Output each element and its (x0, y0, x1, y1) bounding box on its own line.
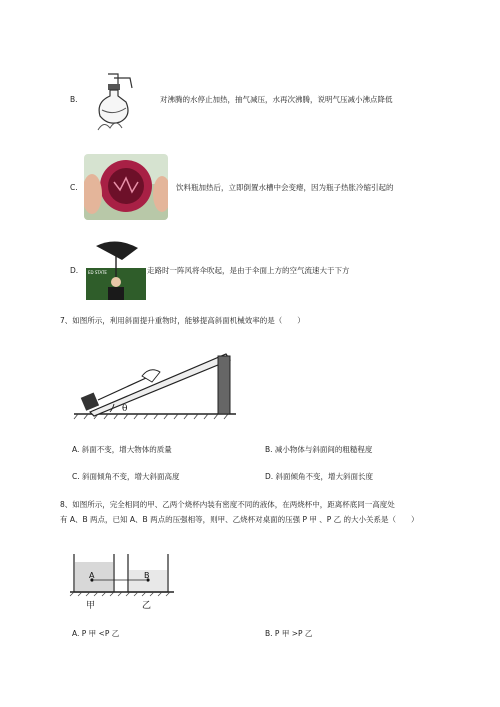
beakers-figure (68, 548, 178, 612)
option-b-text: 对沸腾的水停止加热，抽气减压，水再次沸腾，说明气压减小沸点降低 (160, 95, 393, 104)
q8-option-b: B. P 甲 >P 乙 (265, 629, 313, 638)
point-a-label: A (89, 571, 95, 580)
option-c-letter: C. (70, 183, 78, 192)
point-b-label: B (144, 571, 150, 580)
q7-stem: 7、如图所示，利用斜面提升重物时，能够提高斜面机械效率的是（ ） (60, 316, 305, 325)
option-d-letter: D. (70, 266, 79, 275)
q7-option-d: D. 斜面倾角不变，增大斜面长度 (265, 472, 374, 481)
cup-jia-label: 甲 (86, 601, 96, 611)
svg-text:ED STATE: ED STATE (88, 270, 107, 275)
q8-option-a: A. P 甲 <P 乙 (72, 629, 120, 638)
cup-yi-label: 乙 (142, 601, 152, 611)
q8-stem-line2: 有 A、B 两点，已知 A、B 两点的压强相等，则甲、乙烧杯对桌面的压强 P 甲 、P 乙 的大小关系是（ ） (60, 515, 419, 524)
q7-option-b: B. 减小物体与斜面间的粗糙程度 (265, 445, 373, 454)
q7-option-a: A. 斜面不变，增大物体的质量 (72, 445, 172, 454)
option-c-text: 饮料瓶加热后，立即倒置水槽中会变瘪，因为瓶子热胀冷缩引起的 (176, 183, 394, 192)
option-d-text: 走路时一阵风将伞吹起，是由于伞面上方的空气流速大于下方 (147, 266, 350, 275)
option-b-letter: B. (70, 95, 78, 104)
bottle-photo (84, 154, 168, 220)
incline-figure (70, 342, 240, 420)
umbrella-photo (86, 238, 146, 300)
flask-figure (90, 72, 152, 134)
q7-option-c: C. 斜面倾角不变，增大斜面高度 (72, 472, 180, 481)
angle-theta-label: θ (122, 404, 128, 414)
q8-stem-line1: 8、如图所示，完全相同的甲、乙两个烧杯内装有密度不同的液体，在两烧杯中，距离杯底同一高度处 (60, 500, 395, 509)
